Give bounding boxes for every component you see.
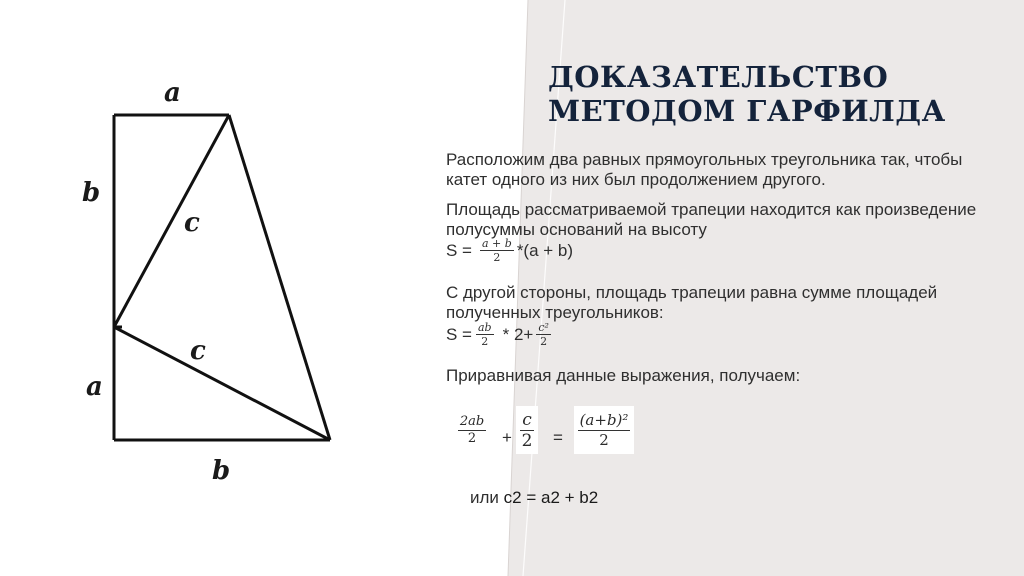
paragraph-1: Расположим два равных прямоугольных треугольника так, чтобы катет одного из них был продолжением другого. — [446, 150, 963, 189]
formula3-box-3 — [574, 406, 634, 454]
title-line-1: ДОКАЗАТЕЛЬСТВО — [548, 60, 889, 94]
formula3-denominator-2: 2 — [521, 430, 533, 451]
formula2-numerator-1: ab — [478, 321, 492, 334]
slide-title — [548, 60, 988, 128]
formula1-rest: *(a + b) — [516, 240, 574, 260]
formula3-plus: + — [502, 428, 512, 447]
label-c-upper: c — [184, 208, 200, 238]
formula3-box-1 — [454, 406, 490, 454]
hypotenuse-upper — [114, 115, 229, 327]
label-b-bottom: b — [212, 456, 231, 486]
formula3-numerator-1: 2ab — [459, 413, 485, 429]
formula-area-trapezoid — [446, 238, 573, 263]
label-b-left: b — [82, 178, 101, 208]
paragraph-2: Площадь рассматриваемой трапеции находится как произведение полусуммы оснований на высоту — [446, 200, 977, 239]
formula2-numerator-2: c² — [538, 321, 549, 334]
conclusion — [470, 488, 598, 508]
formula1-fraction — [480, 238, 514, 263]
formula2-fraction-2 — [536, 322, 551, 347]
formula2-denominator-2: 2 — [540, 335, 548, 348]
formula3-equals: = — [553, 428, 563, 447]
hypotenuse-lower — [114, 327, 330, 440]
label-c-lower: c — [190, 336, 206, 366]
formula3-box-2 — [516, 406, 538, 454]
formula1-denominator: 2 — [493, 251, 501, 264]
formula3-denominator-1: 2 — [467, 430, 477, 446]
formula3-denominator-3: 2 — [599, 430, 609, 449]
formula-area-triangles — [446, 322, 554, 347]
conclusion-result: c2 = a2 + b2 — [503, 488, 599, 507]
formula2-fraction-1 — [476, 322, 494, 347]
formula3-numerator-2: c — [522, 409, 532, 430]
slanted-edge — [229, 115, 330, 440]
paragraph-3: С другой стороны, площадь трапеции равна сумме площадей полученных треугольников: — [446, 283, 938, 322]
formula2-lhs: S = — [446, 324, 472, 344]
label-a-top: a — [164, 78, 181, 108]
formula2-mid: * 2+ — [502, 324, 534, 344]
title-line-2: МЕТОДОМ ГАРФИЛДА — [548, 94, 946, 128]
paragraph-4: Приравнивая данные выражения, получаем: — [446, 366, 801, 385]
formula2-denominator-1: 2 — [481, 335, 489, 348]
formula3-fraction-2 — [520, 411, 534, 450]
formula1-numerator: a + b — [482, 237, 512, 250]
formula3-numerator-3: (a+b)² — [579, 410, 629, 429]
label-a-left: a — [86, 372, 103, 402]
formula3-fraction-1 — [458, 415, 486, 446]
formula1-lhs: S = — [446, 240, 472, 260]
formula3-fraction-3 — [578, 412, 631, 449]
conclusion-prefix: или — [470, 488, 499, 507]
